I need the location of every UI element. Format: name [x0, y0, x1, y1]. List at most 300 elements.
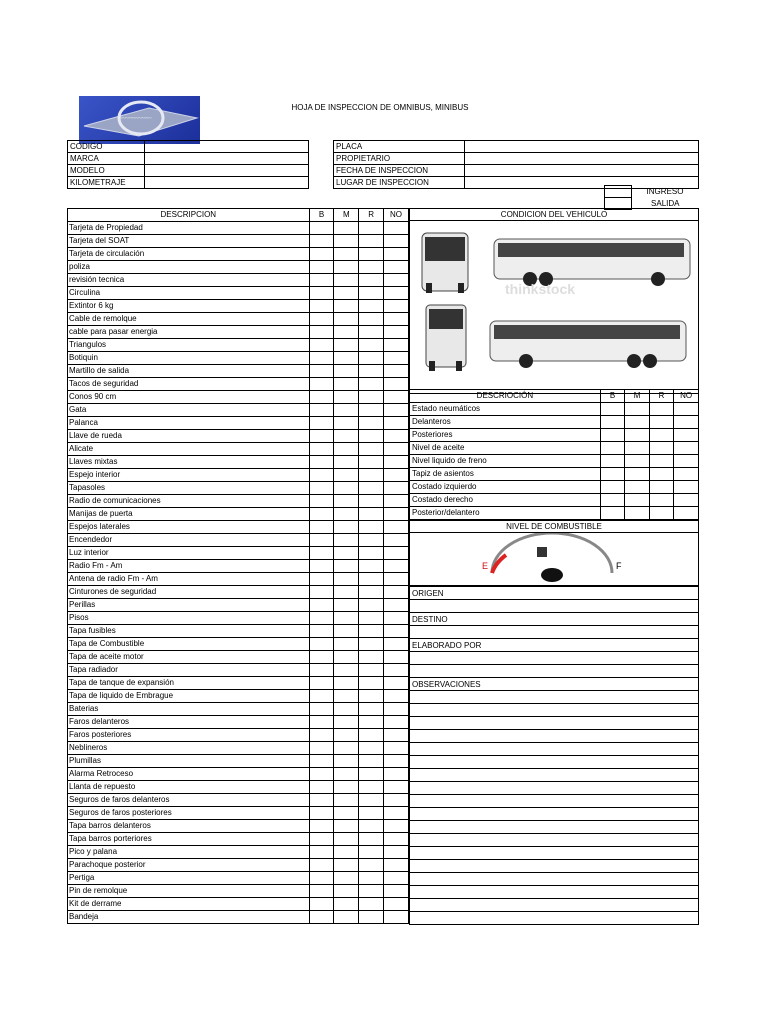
row-check-m[interactable]: [334, 599, 359, 612]
trip-input-line[interactable]: [410, 769, 699, 782]
row-check-no[interactable]: [384, 482, 409, 495]
row-check-no[interactable]: [384, 378, 409, 391]
row-check-r[interactable]: [359, 586, 384, 599]
header-left-value[interactable]: [145, 165, 309, 177]
row-check-no[interactable]: [384, 300, 409, 313]
row-description: Neblineros: [68, 742, 310, 755]
row-check-b[interactable]: [309, 612, 334, 625]
row-check-r[interactable]: [359, 534, 384, 547]
row-check-r[interactable]: [359, 495, 384, 508]
row-check-no[interactable]: [384, 326, 409, 339]
header-right-value[interactable]: [465, 165, 699, 177]
row-check-b[interactable]: [309, 716, 334, 729]
row-check-m[interactable]: [334, 495, 359, 508]
row-check-r[interactable]: [359, 820, 384, 833]
row-check-r[interactable]: [359, 677, 384, 690]
row-check-b[interactable]: [309, 911, 334, 924]
row-check-r[interactable]: [359, 911, 384, 924]
row-check-no[interactable]: [384, 677, 409, 690]
row-check-r[interactable]: [359, 261, 384, 274]
row-check-no[interactable]: [384, 846, 409, 859]
row-check-no[interactable]: [384, 443, 409, 456]
row-check-b[interactable]: [309, 729, 334, 742]
row-check-m[interactable]: [334, 638, 359, 651]
row-check-r[interactable]: [359, 794, 384, 807]
row-check-m[interactable]: [334, 625, 359, 638]
row-check-b[interactable]: [309, 807, 334, 820]
row-check-b[interactable]: [309, 898, 334, 911]
row-check-r[interactable]: [359, 378, 384, 391]
row-check-m[interactable]: [334, 573, 359, 586]
row-check-m[interactable]: [334, 820, 359, 833]
right-row-check-m[interactable]: [625, 403, 650, 416]
right-row-check-r[interactable]: [649, 494, 673, 507]
row-check-b[interactable]: [309, 521, 334, 534]
row-check-b[interactable]: [309, 781, 334, 794]
row-check-b[interactable]: [309, 443, 334, 456]
row-check-r[interactable]: [359, 222, 384, 235]
row-check-b[interactable]: [309, 768, 334, 781]
row-check-m[interactable]: [334, 690, 359, 703]
trip-input-line[interactable]: [410, 756, 699, 769]
row-check-b[interactable]: [309, 586, 334, 599]
row-check-m[interactable]: [334, 482, 359, 495]
row-check-b[interactable]: [309, 495, 334, 508]
header-left-value[interactable]: [145, 141, 309, 153]
row-check-b[interactable]: [309, 430, 334, 443]
row-check-m[interactable]: [334, 716, 359, 729]
row-check-no[interactable]: [384, 248, 409, 261]
row-check-no[interactable]: [384, 794, 409, 807]
row-check-m[interactable]: [334, 287, 359, 300]
row-check-r[interactable]: [359, 521, 384, 534]
right-row-check-m[interactable]: [625, 416, 650, 429]
trip-row: [410, 821, 699, 834]
row-description: Botiquin: [68, 352, 310, 365]
trip-input-line[interactable]: [410, 834, 699, 847]
row-check-no[interactable]: [384, 729, 409, 742]
row-check-m[interactable]: [334, 235, 359, 248]
row-check-m[interactable]: [334, 508, 359, 521]
table-row: [68, 586, 409, 599]
row-check-m[interactable]: [334, 612, 359, 625]
right-row-check-b[interactable]: [600, 403, 624, 416]
row-check-m[interactable]: [334, 521, 359, 534]
row-check-m[interactable]: [334, 417, 359, 430]
row-check-m[interactable]: [334, 534, 359, 547]
row-check-b[interactable]: [309, 742, 334, 755]
row-check-no[interactable]: [384, 612, 409, 625]
row-check-m[interactable]: [334, 794, 359, 807]
row-description: Tarjeta de circulación: [68, 248, 310, 261]
row-check-b[interactable]: [309, 417, 334, 430]
row-check-r[interactable]: [359, 755, 384, 768]
row-check-m[interactable]: [334, 313, 359, 326]
row-check-r[interactable]: [359, 781, 384, 794]
row-check-no[interactable]: [384, 287, 409, 300]
right-row-check-m[interactable]: [625, 442, 650, 455]
row-check-b[interactable]: [309, 846, 334, 859]
row-check-m[interactable]: [334, 742, 359, 755]
row-check-no[interactable]: [384, 872, 409, 885]
row-check-m[interactable]: [334, 859, 359, 872]
row-check-b[interactable]: [309, 872, 334, 885]
row-check-m[interactable]: [334, 807, 359, 820]
row-check-r[interactable]: [359, 560, 384, 573]
trip-input-line[interactable]: [410, 600, 699, 613]
right-row-check-r[interactable]: [649, 442, 673, 455]
row-check-no[interactable]: [384, 274, 409, 287]
trip-input-line[interactable]: [410, 691, 699, 704]
row-check-m[interactable]: [334, 352, 359, 365]
row-check-r[interactable]: [359, 716, 384, 729]
row-check-no[interactable]: [384, 703, 409, 716]
right-row-check-b[interactable]: [600, 416, 624, 429]
row-check-b[interactable]: [309, 625, 334, 638]
trip-input-line[interactable]: [410, 652, 699, 665]
row-check-r[interactable]: [359, 482, 384, 495]
row-check-b[interactable]: [309, 547, 334, 560]
trip-row: [410, 587, 699, 600]
right-row-check-no[interactable]: [674, 481, 699, 494]
row-check-no[interactable]: [384, 404, 409, 417]
header-right-value[interactable]: [465, 153, 699, 165]
row-check-r[interactable]: [359, 547, 384, 560]
row-check-no[interactable]: [384, 521, 409, 534]
row-check-b[interactable]: [309, 352, 334, 365]
row-check-no[interactable]: [384, 664, 409, 677]
row-check-m[interactable]: [334, 248, 359, 261]
row-check-b[interactable]: [309, 599, 334, 612]
row-check-no[interactable]: [384, 625, 409, 638]
trip-input-line[interactable]: [410, 860, 699, 873]
row-check-r[interactable]: [359, 508, 384, 521]
row-check-r[interactable]: [359, 859, 384, 872]
row-description: Circulina: [68, 287, 310, 300]
trip-input-line[interactable]: [410, 717, 699, 730]
row-check-r[interactable]: [359, 443, 384, 456]
row-check-r[interactable]: [359, 573, 384, 586]
row-check-b[interactable]: [309, 469, 334, 482]
row-check-no[interactable]: [384, 716, 409, 729]
row-check-b[interactable]: [309, 690, 334, 703]
row-check-r[interactable]: [359, 742, 384, 755]
row-check-no[interactable]: [384, 495, 409, 508]
row-check-b[interactable]: [309, 326, 334, 339]
right-row-check-no[interactable]: [674, 442, 699, 455]
row-check-r[interactable]: [359, 456, 384, 469]
row-check-r[interactable]: [359, 326, 384, 339]
row-check-no[interactable]: [384, 534, 409, 547]
row-check-b[interactable]: [309, 508, 334, 521]
row-check-no[interactable]: [384, 833, 409, 846]
right-row-check-r[interactable]: [649, 416, 673, 429]
trip-input-line[interactable]: [410, 743, 699, 756]
row-check-m[interactable]: [334, 391, 359, 404]
row-check-no[interactable]: [384, 352, 409, 365]
row-check-b[interactable]: [309, 560, 334, 573]
ingreso-label: INGRESO: [646, 187, 684, 196]
right-table-row: [410, 507, 699, 520]
right-row-check-r[interactable]: [649, 429, 673, 442]
row-check-no[interactable]: [384, 560, 409, 573]
row-check-b[interactable]: [309, 404, 334, 417]
row-check-m[interactable]: [334, 872, 359, 885]
header-left-value[interactable]: [145, 153, 309, 165]
row-check-r[interactable]: [359, 469, 384, 482]
row-check-no[interactable]: [384, 365, 409, 378]
row-check-no[interactable]: [384, 820, 409, 833]
row-check-b[interactable]: [309, 859, 334, 872]
row-check-m[interactable]: [334, 456, 359, 469]
trip-input-line[interactable]: [410, 665, 699, 678]
row-check-m[interactable]: [334, 300, 359, 313]
row-check-r[interactable]: [359, 872, 384, 885]
row-check-r[interactable]: [359, 664, 384, 677]
row-check-b[interactable]: [309, 833, 334, 846]
row-check-m[interactable]: [334, 326, 359, 339]
row-check-r[interactable]: [359, 365, 384, 378]
row-check-b[interactable]: [309, 794, 334, 807]
row-check-no[interactable]: [384, 690, 409, 703]
row-check-r[interactable]: [359, 300, 384, 313]
right-row-check-r[interactable]: [649, 481, 673, 494]
row-check-b[interactable]: [309, 651, 334, 664]
row-check-m[interactable]: [334, 430, 359, 443]
row-check-b[interactable]: [309, 261, 334, 274]
row-check-b[interactable]: [309, 534, 334, 547]
row-check-m[interactable]: [334, 261, 359, 274]
row-check-b[interactable]: [309, 638, 334, 651]
trip-input-line[interactable]: [410, 795, 699, 808]
row-check-r[interactable]: [359, 703, 384, 716]
right-row-check-b[interactable]: [600, 468, 624, 481]
right-row-check-no[interactable]: [674, 429, 699, 442]
row-check-r[interactable]: [359, 651, 384, 664]
row-check-no[interactable]: [384, 313, 409, 326]
row-check-r[interactable]: [359, 768, 384, 781]
right-row-check-b[interactable]: [600, 429, 624, 442]
trip-input-line[interactable]: [410, 847, 699, 860]
right-row-check-m[interactable]: [625, 481, 650, 494]
row-check-r[interactable]: [359, 833, 384, 846]
right-row-check-no[interactable]: [674, 494, 699, 507]
right-row-check-r[interactable]: [649, 403, 673, 416]
row-check-no[interactable]: [384, 651, 409, 664]
row-check-m[interactable]: [334, 560, 359, 573]
row-check-m[interactable]: [334, 781, 359, 794]
row-description: Tapa de aceite motor: [68, 651, 310, 664]
ingreso-checkbox[interactable]: [605, 186, 632, 198]
row-check-r[interactable]: [359, 599, 384, 612]
trip-input-line[interactable]: [410, 730, 699, 743]
row-check-no[interactable]: [384, 742, 409, 755]
row-check-m[interactable]: [334, 729, 359, 742]
right-row-check-b[interactable]: [600, 507, 624, 520]
row-check-no[interactable]: [384, 391, 409, 404]
header-right-value[interactable]: [465, 141, 699, 153]
row-check-no[interactable]: [384, 261, 409, 274]
row-check-no[interactable]: [384, 768, 409, 781]
row-check-r[interactable]: [359, 807, 384, 820]
row-check-m[interactable]: [334, 339, 359, 352]
row-check-r[interactable]: [359, 612, 384, 625]
header-b: B: [309, 209, 334, 222]
row-check-b[interactable]: [309, 482, 334, 495]
row-check-no[interactable]: [384, 547, 409, 560]
row-check-no[interactable]: [384, 339, 409, 352]
row-check-r[interactable]: [359, 404, 384, 417]
row-check-m[interactable]: [334, 885, 359, 898]
trip-input-line[interactable]: [410, 886, 699, 899]
row-check-r[interactable]: [359, 690, 384, 703]
right-row-check-m[interactable]: [625, 507, 650, 520]
right-row-check-r[interactable]: [649, 507, 673, 520]
row-check-no[interactable]: [384, 573, 409, 586]
row-check-b[interactable]: [309, 274, 334, 287]
row-check-b[interactable]: [309, 573, 334, 586]
right-row-check-m[interactable]: [625, 494, 650, 507]
row-check-m[interactable]: [334, 547, 359, 560]
row-check-b[interactable]: [309, 885, 334, 898]
right-row-check-r[interactable]: [649, 468, 673, 481]
right-row-check-m[interactable]: [625, 455, 650, 468]
right-row-check-b[interactable]: [600, 494, 624, 507]
row-check-r[interactable]: [359, 287, 384, 300]
row-check-r[interactable]: [359, 313, 384, 326]
row-check-b[interactable]: [309, 365, 334, 378]
row-check-b[interactable]: [309, 703, 334, 716]
row-check-m[interactable]: [334, 664, 359, 677]
trip-row: [410, 743, 699, 756]
right-row-check-no[interactable]: [674, 416, 699, 429]
row-check-b[interactable]: [309, 391, 334, 404]
row-check-no[interactable]: [384, 235, 409, 248]
right-row-check-no[interactable]: [674, 455, 699, 468]
right-row-check-b[interactable]: [600, 455, 624, 468]
trip-input-line[interactable]: [410, 808, 699, 821]
row-check-r[interactable]: [359, 638, 384, 651]
row-check-no[interactable]: [384, 469, 409, 482]
row-check-no[interactable]: [384, 781, 409, 794]
right-row-check-b[interactable]: [600, 442, 624, 455]
right-row-description: Nivel de aceite: [410, 442, 601, 455]
header-left-value[interactable]: [145, 177, 309, 189]
row-check-r[interactable]: [359, 248, 384, 261]
row-check-b[interactable]: [309, 664, 334, 677]
row-check-b[interactable]: [309, 820, 334, 833]
row-check-r[interactable]: [359, 898, 384, 911]
row-check-b[interactable]: [309, 287, 334, 300]
row-check-m[interactable]: [334, 443, 359, 456]
table-row: [68, 807, 409, 820]
row-check-r[interactable]: [359, 274, 384, 287]
row-check-no[interactable]: [384, 911, 409, 924]
trip-input-line[interactable]: [410, 912, 699, 925]
right-row-check-no[interactable]: [674, 403, 699, 416]
right-row-check-no[interactable]: [674, 507, 699, 520]
row-check-m[interactable]: [334, 378, 359, 391]
row-check-no[interactable]: [384, 898, 409, 911]
right-row-check-b[interactable]: [600, 481, 624, 494]
row-check-m[interactable]: [334, 911, 359, 924]
right-row-check-no[interactable]: [674, 468, 699, 481]
row-check-b[interactable]: [309, 378, 334, 391]
table-row: [68, 703, 409, 716]
row-check-m[interactable]: [334, 274, 359, 287]
row-check-b[interactable]: [309, 313, 334, 326]
row-check-no[interactable]: [384, 430, 409, 443]
row-check-no[interactable]: [384, 222, 409, 235]
row-check-b[interactable]: [309, 755, 334, 768]
row-check-b[interactable]: [309, 456, 334, 469]
row-check-m[interactable]: [334, 404, 359, 417]
row-check-b[interactable]: [309, 300, 334, 313]
row-check-m[interactable]: [334, 651, 359, 664]
condition-title: CONDICION DEL VEHICULO: [410, 209, 699, 221]
row-check-r[interactable]: [359, 417, 384, 430]
trip-input-line[interactable]: [410, 899, 699, 912]
row-check-r[interactable]: [359, 391, 384, 404]
trip-input-line[interactable]: [410, 626, 699, 639]
row-check-m[interactable]: [334, 677, 359, 690]
row-check-m[interactable]: [334, 222, 359, 235]
row-check-b[interactable]: [309, 222, 334, 235]
row-check-m[interactable]: [334, 755, 359, 768]
row-check-no[interactable]: [384, 508, 409, 521]
row-check-m[interactable]: [334, 768, 359, 781]
row-check-b[interactable]: [309, 248, 334, 261]
row-check-r[interactable]: [359, 339, 384, 352]
row-check-m[interactable]: [334, 703, 359, 716]
row-check-r[interactable]: [359, 885, 384, 898]
row-check-m[interactable]: [334, 846, 359, 859]
row-check-b[interactable]: [309, 677, 334, 690]
row-check-r[interactable]: [359, 430, 384, 443]
trip-input-line[interactable]: [410, 782, 699, 795]
right-row-check-m[interactable]: [625, 429, 650, 442]
trip-row: [410, 665, 699, 678]
row-check-no[interactable]: [384, 755, 409, 768]
row-check-r[interactable]: [359, 352, 384, 365]
row-check-r[interactable]: [359, 625, 384, 638]
row-check-r[interactable]: [359, 729, 384, 742]
row-check-m[interactable]: [334, 833, 359, 846]
row-check-no[interactable]: [384, 599, 409, 612]
row-check-b[interactable]: [309, 235, 334, 248]
row-check-no[interactable]: [384, 456, 409, 469]
row-check-no[interactable]: [384, 638, 409, 651]
row-check-no[interactable]: [384, 586, 409, 599]
row-check-no[interactable]: [384, 417, 409, 430]
right-row-check-r[interactable]: [649, 455, 673, 468]
row-check-m[interactable]: [334, 469, 359, 482]
row-check-no[interactable]: [384, 807, 409, 820]
row-check-m[interactable]: [334, 365, 359, 378]
trip-input-line[interactable]: [410, 873, 699, 886]
row-check-m[interactable]: [334, 898, 359, 911]
form-title: HOJA DE INSPECCION DE OMNIBUS, MINIBUS: [291, 103, 469, 112]
row-check-no[interactable]: [384, 885, 409, 898]
row-check-b[interactable]: [309, 339, 334, 352]
right-row-check-m[interactable]: [625, 468, 650, 481]
trip-input-line[interactable]: [410, 821, 699, 834]
trip-input-line[interactable]: [410, 704, 699, 717]
row-check-m[interactable]: [334, 586, 359, 599]
row-check-r[interactable]: [359, 235, 384, 248]
row-check-r[interactable]: [359, 846, 384, 859]
row-check-no[interactable]: [384, 859, 409, 872]
